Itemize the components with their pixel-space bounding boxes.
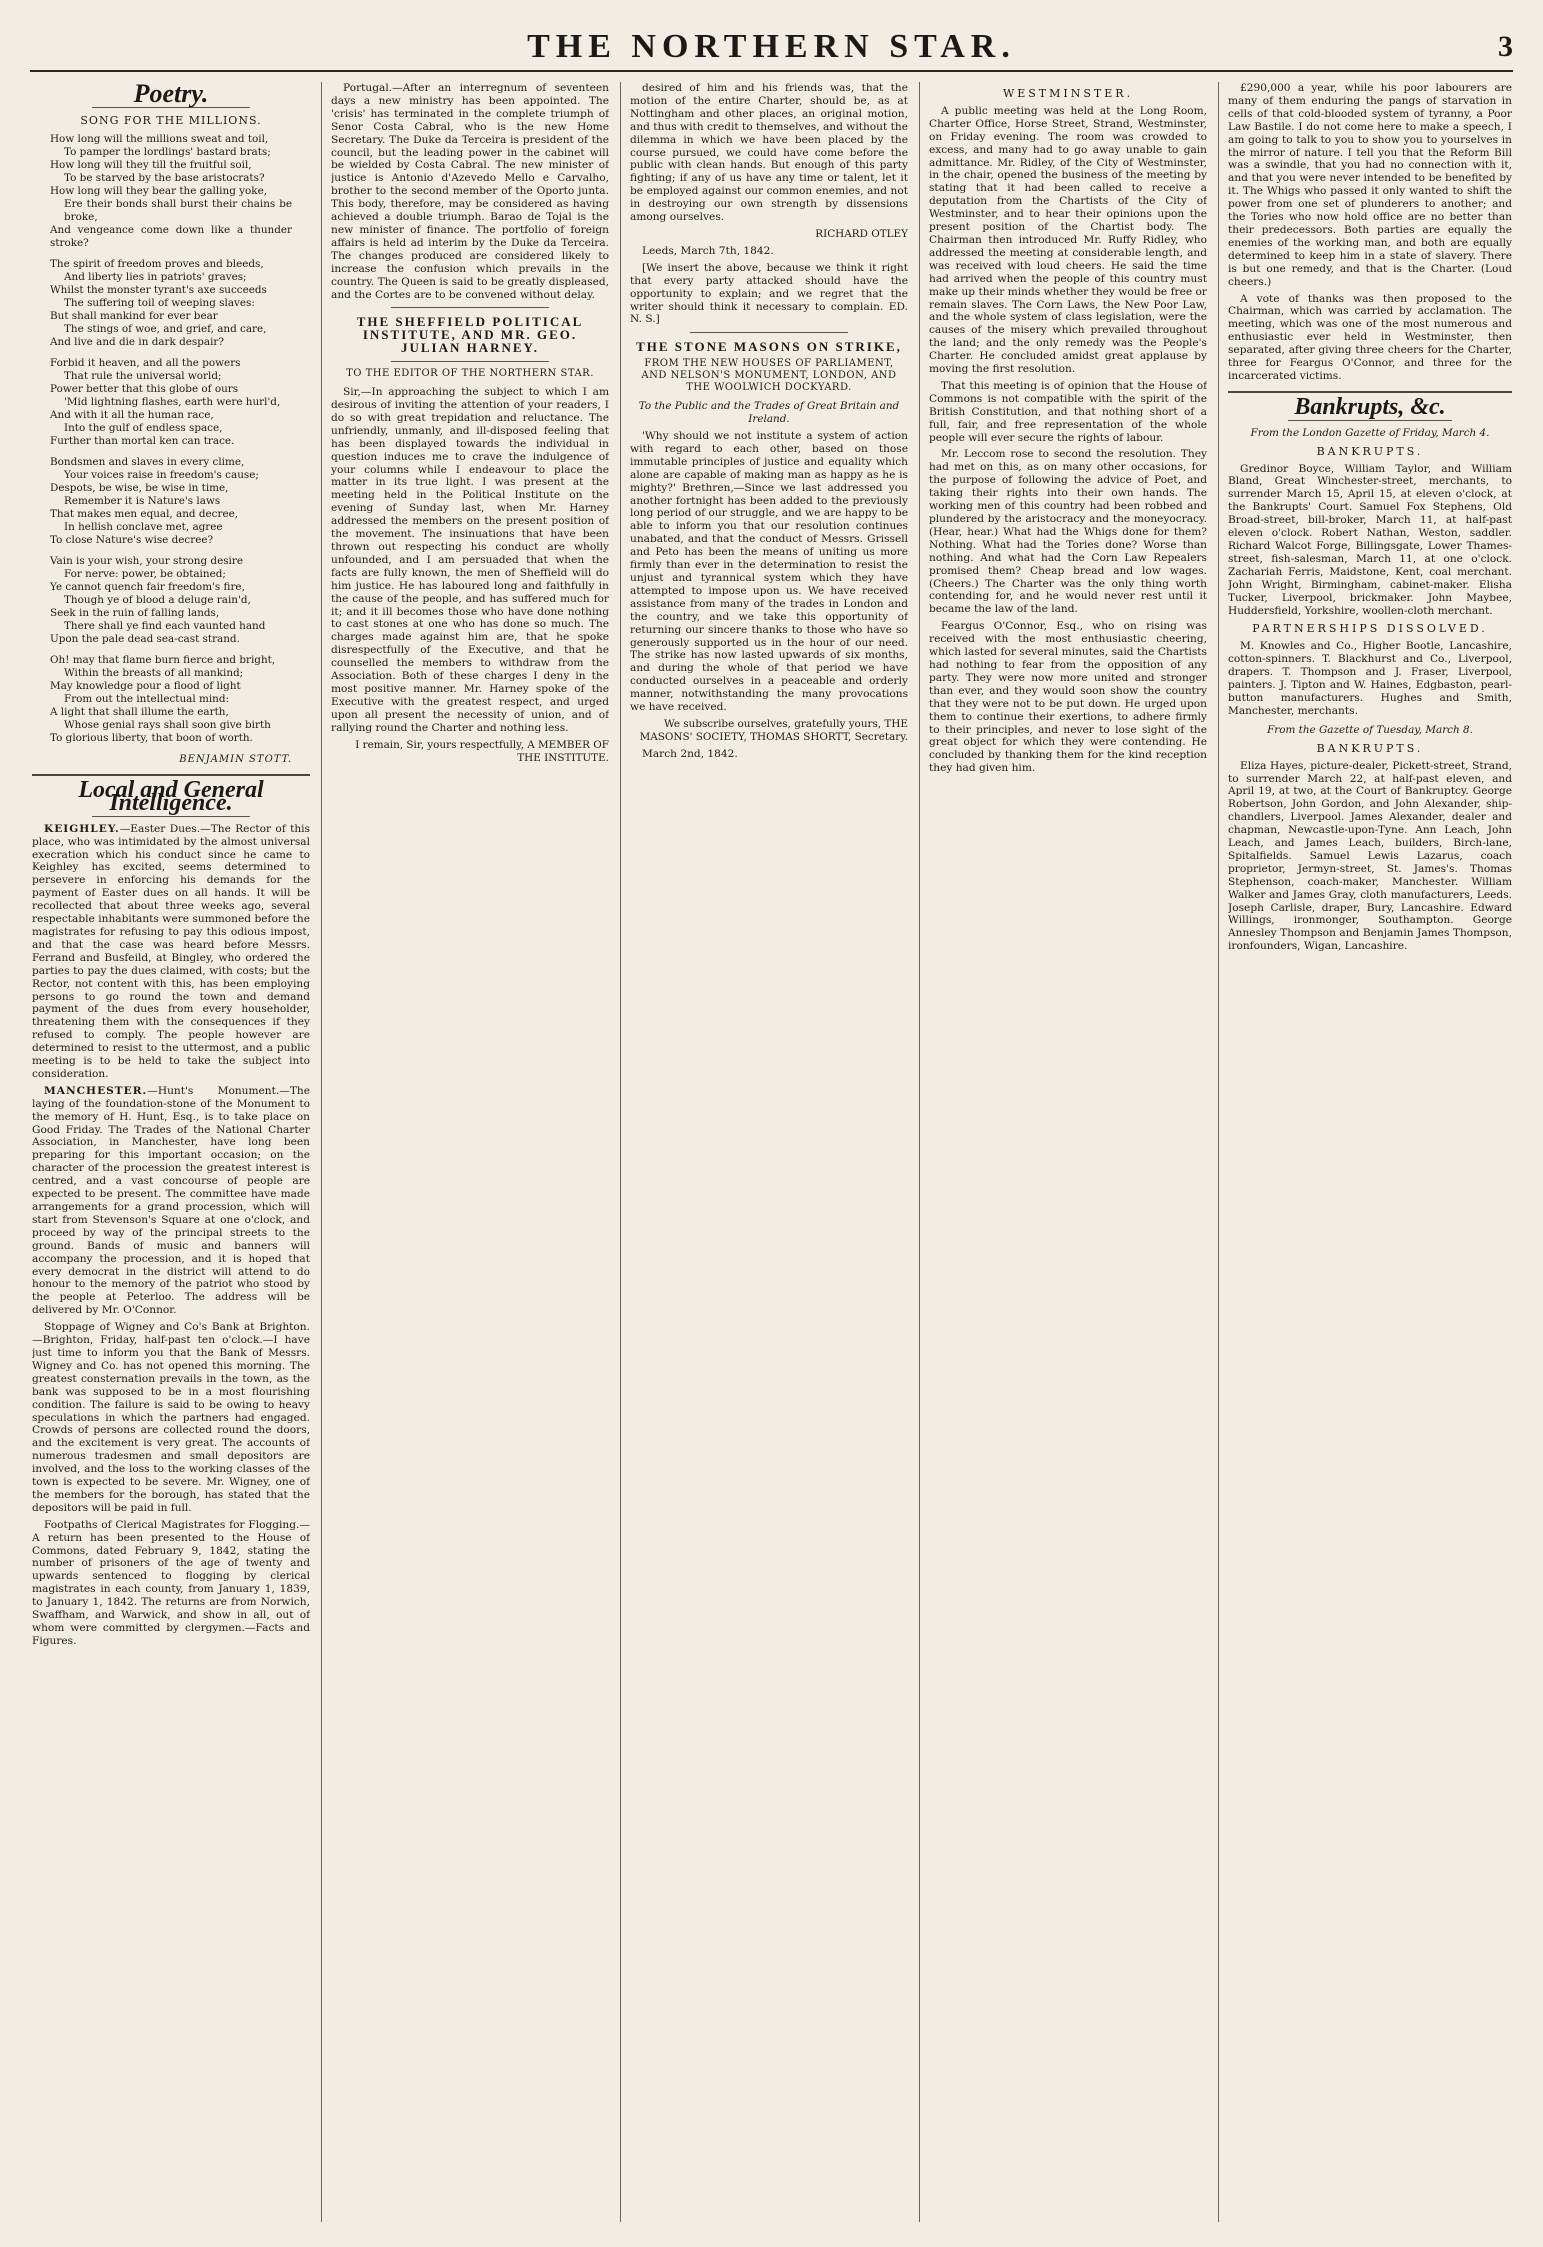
gazette-dateline: From the Gazette of Tuesday, March 8. (1267, 723, 1473, 736)
poem-line: Despots, be wise, be wise in time, (50, 481, 229, 494)
stone-masons-headline: THE STONE MASONS ON STRIKE, (636, 339, 902, 355)
column-rule (620, 82, 621, 2222)
poem-line: Your voices raise in freedom's cause; (64, 468, 259, 481)
article-speech: Mr. Leccom rose to second the resolution. They had met on this, as on many other occasions, for the purpose of following the advice of Poet, and taking their rights into their own hands. The working men of this country had been robbed and plundered by the aristocracy and the moneyocracy. (Hear, hear.) What had the Whigs done for them? Nothing. What had the Tories done? Worse than nothing. And what had the Corn Law Repealers promised them? Cheap bread and low wages. (Cheers.) The Charter was the only thing worth contending for, and he would never rest until it became the law of the land. (929, 448, 1207, 616)
poem-line: And live and die in dark despair? (50, 335, 224, 348)
poem-line: Oh! may that flame burn fierce and bright, (50, 653, 276, 666)
resolution-text: That this meeting is of opinion that the House of Commons is not compatible with the spirit of the British Constitution, and that nothing short of a full, fair, and free representation of the whole people will ever secure the rights of labour. (929, 379, 1207, 444)
poem-line: To be starved by the base aristocrats? (64, 171, 265, 184)
article-stone-masons: 'Why should we not institute a system of action with regard to each other, based on those immutable principles of justice and equality which alone are capable of making man as happy as he is mighty?' Brethren,—Since we last addressed you another fortnight has been added to the previously long period of our struggle, and we are happy to be able to inform you that our resolution continues unabated, and that the conduct of Messrs. Grissell and Peto has been the means of uniting us more firmly than ever in the determination to resist the unjust and tyrannical system which they have attempted to impose upon us. We have received assistance from many of the trades in London and the country, and we take this opportunity of returning our sincere thanks to those who have so generously supported us in the hour of our need. The strike has now lasted upwards of six months, and during the whole of that period we have conducted ourselves in a peaceable and orderly manner, notwithstanding the many provocations we have received. (630, 430, 908, 714)
poem-line: For nerve: power, be obtained; (64, 567, 226, 580)
poem-line: Seek in the ruin of falling lands, (50, 606, 220, 619)
poem-line: Ere their bonds shall burst their chains be broke, (64, 197, 292, 223)
poem-line: And liberty lies in patriots' graves; (64, 270, 247, 283)
poem-line: And vengeance come down like a thunder stroke? (50, 223, 292, 249)
divider (690, 332, 848, 333)
article-keighley (32, 823, 310, 1081)
poem-line: Forbid it heaven, and all the powers (50, 356, 241, 369)
poem-line: And with it all the human race, (50, 408, 214, 421)
to-editor-line: TO THE EDITOR OF THE NORTHERN STAR. (346, 368, 594, 380)
stone-masons-date: March 2nd, 1842. (642, 747, 738, 760)
poem-line: Vain is your wish, your strong desire (50, 554, 243, 567)
poem-line: Within the breasts of all mankind; (64, 666, 244, 679)
poem-line: To pamper the lordlings' bastard brats; (64, 145, 271, 158)
poem-line: The spirit of freedom proves and bleeds, (50, 257, 264, 270)
poem-line: In hellish conclave met, agree (64, 520, 223, 533)
local-intelligence-heading: Local and General Intelligence. (78, 776, 264, 816)
poem-stanza (50, 357, 292, 448)
poem-line: Remember it is Nature's laws (64, 494, 221, 507)
poem-stanza (50, 456, 292, 547)
stone-masons-closing: We subscribe ourselves, gratefully yours, THE MASONS' SOCIETY, THOMAS SHORTT, Secretary. (639, 717, 908, 743)
column-rule (1218, 82, 1219, 2222)
article-lead: MANCHESTER. (44, 1084, 148, 1097)
poem-line: From out the intellectual mind: (64, 692, 229, 705)
poem-stanza (50, 133, 292, 250)
poem-line: Bondsmen and slaves in every clime, (50, 455, 245, 468)
poem-line: How long will they bear the galling yoke, (50, 184, 268, 197)
bankrupts-label: BANKRUPTS. (1316, 444, 1424, 458)
column-rule (919, 82, 920, 2222)
article-oconnor-speech: Feargus O'Connor, Esq., who on rising was received with the most enthusiastic cheering, which lasted for several minutes, said the Chartists had nothing to fear from the opposition of any party. They were now more united and stronger than ever, and they would soon show the country that they were not to be put down. He urged upon them to continue their exertions, to adhere firmly to their principles, and never to lose sight of the great object for which they were contending. He concluded by thanking them for the kind reception they had given him. (929, 620, 1207, 775)
poem-line: Into the gulf of endless space, (64, 421, 223, 434)
article-wigney-bank: Stoppage of Wigney and Co's Bank at Brighton.—Brighton, Friday, half-past ten o'clock.—I have just time to inform you that the Bank of Messrs. Wigney and Co. has not opened this morning. The greatest consternation prevails in the town, as the bank was supposed to be in a most flourishing condition. The failure is said to be owing to heavy speculations in which the partners had engaged. Crowds of persons are collected round the doors, and the excitement is very great. The accounts of numerous tradesmen and small depositors are involved, and the loss to the working classes of the town is expected to be severe. Mr. Wigney, one of the members for the borough, has stated that the depositors will be paid in full. (32, 1321, 310, 1514)
page-number: 3 (1498, 30, 1513, 63)
column-3 (630, 82, 908, 2222)
letter-closing: I remain, Sir, yours respectfully, A MEMBER OF THE INSTITUTE. (355, 738, 609, 764)
poem-line: Upon the pale dead sea-cast strand. (50, 632, 240, 645)
poem-line: Further than mortal ken can trace. (50, 434, 235, 447)
gazette-dateline: From the London Gazette of Friday, March 4. (1250, 426, 1490, 439)
divider (1288, 420, 1452, 421)
poem-line: May knowledge pour a flood of light (50, 679, 241, 692)
poetry-heading: Poetry. (133, 82, 209, 108)
editor-note: [We insert the above, because we think it right that every party attacked should have the opportunity to explain; and we regret that the writer should think it necessary to complain. ED. N. S.] (630, 261, 908, 326)
column-4 (929, 82, 1207, 2222)
article-continued: £290,000 a year, while his poor labourers are many of them enduring the pangs of starvation in cells of that cold-blooded system of tyranny, a Poor Law Bastile. I do not come here to make a speech, I am going to talk to you to show you to yourselves in the mirror of nature. I tell you that the Reform Bill was a swindle, that you had no connection with it, and that you were never intended to be benefited by it. The Whigs who passed it only wanted to shift the power from one set of plunderers to another; and the Tories who now hold office are no better than their predecessors. Both parties are equally the enemies of the working man, and both are equally determined to keep him in a state of slavery. There is but one remedy, and that is the Charter. (Loud cheers.) (1228, 82, 1512, 288)
article-manchester (32, 1085, 310, 1317)
poem-line: The stings of woe, and grief, and care, (64, 322, 267, 335)
article-sheffield-letter: Sir,—In approaching the subject to which I am desirous of inviting the attention of your readers, I do so with great trepidation and reluctance. The unfriendly, unmanly, and ill-disposed feeling that has been displayed towards the individual in question induces me to crave the indulgence of your columns while I endeavour to place the matter in its true light. I was present at the meeting held in the Political Institute on the evening of Sunday last, when Mr. Harney addressed the members on the present position of the movement. The insinuations that have been thrown out respecting his conduct are wholly unfounded, and I am persuaded that when the facts are fully known, the men of Sheffield will do him justice. He has laboured long and faithfully in the cause of the people, and has suffered much for it; and it ill becomes those who have done nothing to cast stones at one who has done so much. The charges made against him are, that he spoke disrespectfully of the Executive, and that he counselled the members to withdraw from the Association. Both of these charges I deny in the most positive manner. Mr. Harney spoke of the Executive with the greatest respect, and urged upon all present the necessity of union, and of rallying round the Charter and nothing less. (331, 386, 609, 734)
bankrupts-list: Gredinor Boyce, William Taylor, and William Bland, Great Winchester-street, merchants, to surrender March 15, April 15, at eleven o'clock, at the Bankrupts' Court. Samuel Fox Stephens, Old Broad-street, bill-broker, March 11, at half-past eleven o'clock. Robert Nathan, Weston, saddler. Richard Walcot Forge, Billingsgate, Lower Thames-street, fish-salesman, March 11, at one o'clock. Zachariah Ferris, Maidstone, Kent, coal merchant. John Wright, Birmingham, cabinet-maker. Elisha Tucker, Liverpool, brickmaker. John Maybee, Huddersfield, Yorkshire, woollen-cloth merchant. (1228, 462, 1512, 617)
masthead (30, 28, 1513, 72)
partnerships-dissolved-list: M. Knowles and Co., Higher Bootle, Lancashire, cotton-spinners. T. Blackhurst and Co., Liverpool, drapers. T. Thompson and J. Fraser, Liverpool, painters. J. Tipton and W. Haines, Edgbaston, pearl-button manufacturers. Hughes and Smith, Manchester, merchants. (1228, 640, 1512, 717)
poem-line: The suffering toil of weeping slaves: (64, 296, 255, 309)
poem-line: There shall ye find each vaunted hand (64, 619, 266, 632)
poem-line: That rule the universal world; (64, 369, 222, 382)
divider (32, 774, 310, 776)
article-clerical-magistrates: Footpaths of Clerical Magistrates for Flogging.—A return has been presented to the House of Commons, dated February 9, 1842, stating the number of prisoners of the age of twenty and upwards sentenced to flogging by clerical magistrates in each county, from January 1, 1839, to January 1, 1842. The returns are from Norwich, Swaffham, and Warwick, and show in all, out of whom were committed by clergymen.—Facts and Figures. (32, 1518, 310, 1647)
article-portugal: Portugal.—After an interregnum of seventeen days a new ministry has been appointed. The 'crisis' has terminated in the complete triumph of Senor Costa Cabral, who is the new Home Secretary. The Duke da Terceira is president of the council, but the leading power in the cabinet will be wielded by Costa Cabral. The new minister of justice is Antonio d'Azevedo Mello e Carvalho, brother to the second member of the Oporto junta. This body, therefore, may be considered as having achieved a double triumph. Barao de Tojal is the new minister of finance. The portfolio of foreign affairs is held ad interim by the Duke da Terceira. The changes produced are considered likely to increase the confusion which prevails in the country. The Queen is said to be greatly displeased, and the Cortes are to be convened without delay. (331, 82, 609, 301)
bankrupts-list: Eliza Hayes, picture-dealer, Pickett-street, Strand, to surrender March 22, at half-past eleven, and April 19, at two, at the Court of Bankruptcy. George Robertson, John Gordon, and John Alexander, ship-chandlers, Liverpool. James Alexander, dealer and chapman, Newcastle-upon-Tyne. Ann Leach, John Leach, and James Leach, builders, Birch-lane, Spitalfields. Samuel Lewis Lazarus, coach proprietor, Jermyn-street, St. James's. Thomas Stephenson, coach-maker, Manchester. William Walker and James Gray, cloth manufacturers, Leeds. Joseph Carlisle, draper, Bury, Lancashire. Edward Willings, ironmonger, Southampton. George Annesley Thompson and Benjamin James Thompson, ironfounders, Wigan, Lancashire. (1228, 759, 1512, 953)
poem-line: Power better that this globe of ours (50, 382, 239, 395)
stone-masons-address: To the Public and the Trades of Great Britain and Ireland. (638, 400, 900, 426)
partnerships-dissolved-label: PARTNERSHIPS DISSOLVED. (1252, 622, 1488, 636)
divider (391, 307, 549, 308)
article-westminster: A public meeting was held at the Long Room, Charter Office, Horse Street, Strand, Westminster, on Friday evening. The room was crowded to excess, and many had to go away unable to gain admittance. Mr. Ridley, of the City of Westminster, in the chair, opened the business of the meeting by stating that it had been called to receive a deputation from the Chartists of the City of Westminster, and to hear their opinions upon the present position of the Chartist body. The Chairman then introduced Mr. Ruffy Ridley, who addressed the meeting at considerable length, and was received with loud cheers. He said the time had arrived when the people of this country must make up their minds whether they would be free or remain slaves. The Corn Laws, the New Poor Law, and the whole system of class legislation, were the causes of the misery which prevailed throughout the land; and the only remedy was the People's Charter. He concluded amidst great applause by moving the first resolution. (929, 104, 1207, 376)
article-lead: KEIGHLEY. (44, 822, 120, 835)
column-rule (321, 82, 322, 2222)
poem-stanza (50, 555, 292, 646)
divider (391, 361, 549, 362)
poem-stanzas (50, 133, 292, 745)
poem-line: That makes men equal, and decree, (50, 507, 239, 520)
letter-place-date: Leeds, March 7th, 1842. (642, 244, 774, 257)
bankrupts-heading: Bankrupts, &c. (1294, 393, 1446, 420)
poem-title: SONG FOR THE MILLIONS. (80, 113, 262, 127)
poem-line: Whilst the monster tyrant's axe succeeds (50, 283, 267, 296)
poem-line: How long will the millions sweat and toil, (50, 132, 269, 145)
column-5 (1228, 82, 1512, 2222)
sheffield-headline: THE SHEFFIELD POLITICAL INSTITUTE, AND MR. GEO. JULIAN HARNEY. (356, 314, 584, 356)
newspaper-title: THE NORTHERN STAR. (527, 28, 1016, 65)
letter-signature: RICHARD OTLEY (815, 227, 908, 240)
divider (92, 816, 250, 817)
poem-line: To glorious liberty, that boon of worth. (50, 731, 253, 744)
poem-line: To close Nature's wise decree? (50, 533, 214, 546)
poem-line: A light that shall illume the earth, (50, 705, 229, 718)
poem-line: 'Mid lightning flashes, earth were hurl'd, (64, 395, 281, 408)
poem-line: Though ye of blood a deluge rain'd, (64, 593, 251, 606)
poem-line: How long will they till the fruitful soil, (50, 158, 252, 171)
poem-line: Whose genial rays shall soon give birth (64, 718, 271, 731)
westminster-headline: WESTMINSTER. (1002, 87, 1134, 100)
poem-line: But shall mankind for ever bear (50, 309, 218, 322)
divider (1228, 391, 1512, 393)
meeting-close: A vote of thanks was then proposed to the Chairman, which was carried by acclamation. The meeting, which was one of the most numerous and enthusiastic ever held in Westminster, then separated, after giving three cheers for the Charter, three for Feargus O'Connor, and three for the incarcerated victims. (1228, 292, 1512, 382)
poem-line: Ye cannot quench fair freedom's fire, (50, 580, 245, 593)
stone-masons-subhead: FROM THE NEW HOUSES OF PARLIAMENT, AND NELSON'S MONUMENT, LONDON, AND THE WOOLWICH DOCKYARD. (641, 358, 897, 394)
poem-signature: BENJAMIN STOTT. (179, 753, 292, 765)
article-body: —Hunt's Monument.—The laying of the foundation-stone of the Monument to the memory of H. Hunt, Esq., is to take place on Good Friday. The Trades of the National Charter Association, in Manchester, have long been preparing for this important occasion; on the character of the procession the greatest interest is centred, and a vast concourse of people are expected to be present. The committee have made arrangements for a grand procession, which will start from Stevenson's Square at one o'clock, and proceed by way of the principal streets to the ground. Bands of music and banners will accompany the procession, and it is hoped that every democrat in the district will attend to do honour to the memory of the patriot who stood by the people at Peterloo. The address will be delivered by Mr. O'Connor. (32, 1084, 310, 1317)
article-body: —Easter Dues.—The Rector of this place, who was intimidated by the almost universal execration which his conduct since he came to Keighley has excited, seems determined to persevere in enforcing his demands for the payment of Easter dues on all hands. It will be recollected that about three weeks ago, several respectable inhabitants were summoned before the magistrates for refusing to pay this odious impost, and that the case was heard before Messrs. Ferrand and Busfeild, at Bingley, who ordered the parties to pay the dues claimed, with costs; but the Rector, not content with this, has been employing persons to go round the town and demand payment of the dues from every householder, threatening them with the consequences if they refused to comply. The people however are determined to resist to the uttermost, and a public meeting is to be held to take the subject into consideration. (32, 822, 310, 1080)
poem-stanza (50, 258, 292, 349)
poem (32, 114, 310, 766)
column-2 (331, 82, 609, 2222)
poem-stanza (50, 654, 292, 745)
column-1 (32, 82, 310, 2222)
bankrupts-label: BANKRUPTS. (1316, 741, 1424, 755)
article-continued: desired of him and his friends was, that the motion of the entire Charter, should be, as at Nottingham and other places, an original motion, and thus with credit to themselves, and without the dilemma in which we have been placed by the course pursued, we could have come before the public with clean hands. But enough of this party fighting; if any of us have any time or talent, let it be employed against our common enemies, and not in destroying our own strength by dissensions among ourselves. (630, 82, 908, 224)
